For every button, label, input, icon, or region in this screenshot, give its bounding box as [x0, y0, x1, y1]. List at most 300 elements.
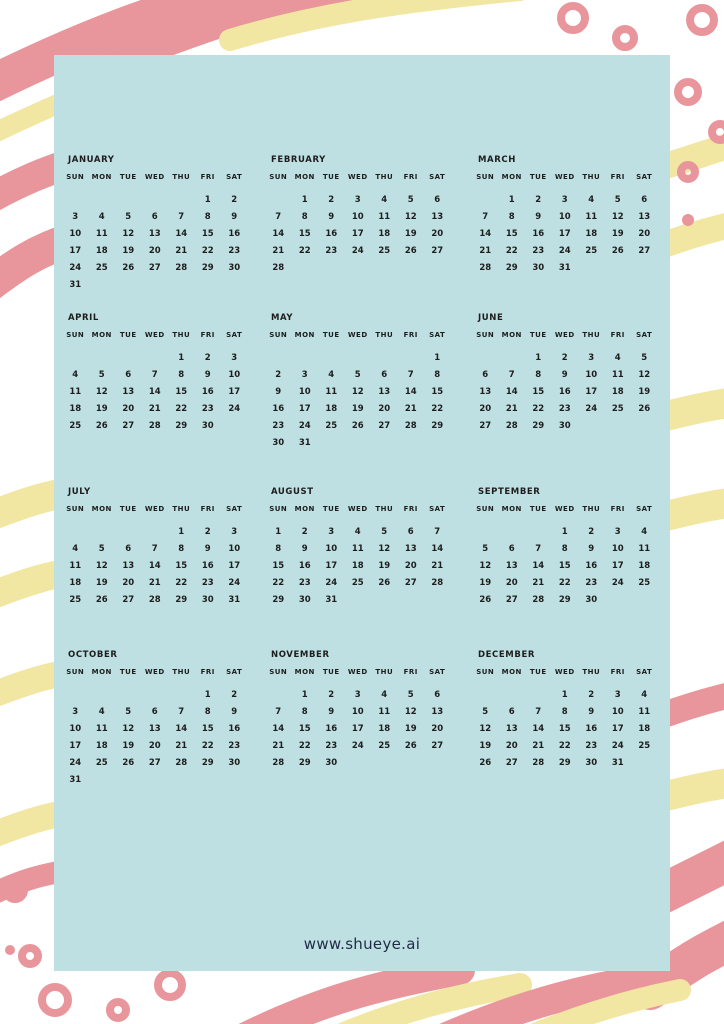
- day-cell: 16: [298, 561, 311, 571]
- day-cell: 18: [638, 561, 651, 571]
- day-cell: 17: [351, 229, 364, 239]
- day-cell: 12: [95, 387, 108, 397]
- day-cell: 8: [561, 707, 568, 717]
- day-cell: 4: [98, 212, 105, 222]
- day-cell: 2: [204, 353, 211, 363]
- weekday-header: THU: [172, 668, 191, 676]
- weekday-header: MON: [91, 331, 112, 339]
- day-cell: 1: [561, 690, 568, 700]
- day-cell: 21: [175, 741, 188, 751]
- day-cell: 19: [351, 404, 364, 414]
- day-cell: 9: [301, 544, 308, 554]
- day-cell: 11: [638, 707, 651, 717]
- day-cell: 10: [351, 707, 364, 717]
- day-cell: 21: [404, 404, 417, 414]
- day-cell: 21: [272, 246, 285, 256]
- day-cell: 30: [585, 758, 598, 768]
- day-cell: 2: [204, 527, 211, 537]
- weekday-header: THU: [172, 505, 191, 513]
- day-cell: 1: [301, 690, 308, 700]
- weekday-header: SAT: [226, 505, 243, 513]
- day-cell: 31: [325, 595, 338, 605]
- day-cell: 28: [404, 421, 417, 431]
- day-cell: 13: [431, 707, 444, 717]
- day-cell: 19: [122, 246, 135, 256]
- day-cell: 28: [272, 263, 285, 273]
- day-cell: 1: [204, 195, 211, 205]
- day-cell: 6: [641, 195, 648, 205]
- day-cell: 18: [611, 387, 624, 397]
- day-cell: 20: [122, 578, 135, 588]
- day-cell: 8: [178, 370, 185, 380]
- day-cell: 23: [585, 578, 598, 588]
- day-cell: 29: [175, 595, 188, 605]
- day-cell: 13: [148, 724, 161, 734]
- day-cell: 12: [479, 561, 492, 571]
- weekday-header: FRI: [403, 668, 418, 676]
- day-cell: 24: [351, 741, 364, 751]
- day-cell: 27: [122, 421, 135, 431]
- day-cell: 24: [351, 246, 364, 256]
- day-cell: 7: [178, 212, 185, 222]
- day-cell: 26: [351, 421, 364, 431]
- day-cell: 8: [204, 212, 211, 222]
- day-cell: 25: [325, 421, 338, 431]
- day-cell: 10: [611, 707, 624, 717]
- weekday-header: SAT: [226, 668, 243, 676]
- day-cell: 19: [404, 229, 417, 239]
- weekday-header: SAT: [429, 505, 446, 513]
- day-cell: 1: [434, 353, 441, 363]
- day-cell: 19: [479, 741, 492, 751]
- day-cell: 23: [325, 741, 338, 751]
- day-cell: 22: [532, 404, 545, 414]
- day-cell: 4: [354, 527, 361, 537]
- day-cell: 14: [431, 544, 444, 554]
- day-cell: 29: [272, 595, 285, 605]
- day-cell: 15: [532, 387, 545, 397]
- day-cell: 9: [204, 370, 211, 380]
- day-cell: 26: [479, 595, 492, 605]
- day-cell: 27: [431, 741, 444, 751]
- weekday-header: FRI: [200, 668, 215, 676]
- day-cell: 3: [231, 527, 238, 537]
- day-cell: 20: [505, 741, 518, 751]
- day-cell: 6: [125, 370, 132, 380]
- day-cell: 13: [479, 387, 492, 397]
- day-cell: 24: [298, 421, 311, 431]
- day-cell: 17: [611, 724, 624, 734]
- weekday-header: WED: [347, 668, 368, 676]
- weekday-header: WED: [554, 505, 575, 513]
- day-cell: 10: [351, 212, 364, 222]
- day-cell: 28: [175, 758, 188, 768]
- day-cell: 6: [151, 212, 158, 222]
- day-cell: 10: [611, 544, 624, 554]
- day-cell: 22: [505, 246, 518, 256]
- day-cell: 10: [228, 370, 241, 380]
- weekday-header: MON: [501, 173, 522, 181]
- day-cell: 29: [201, 263, 214, 273]
- day-cell: 1: [178, 353, 185, 363]
- weekday-header: THU: [375, 668, 394, 676]
- day-cell: 7: [508, 370, 515, 380]
- day-cell: 6: [125, 544, 132, 554]
- month-title: JANUARY: [68, 155, 115, 165]
- day-cell: 23: [272, 421, 285, 431]
- day-cell: 19: [95, 404, 108, 414]
- day-cell: 30: [585, 595, 598, 605]
- weekday-header: THU: [375, 505, 394, 513]
- day-cell: 20: [479, 404, 492, 414]
- month-title: MAY: [271, 313, 294, 323]
- day-cell: 11: [378, 707, 391, 717]
- day-cell: 28: [175, 263, 188, 273]
- weekday-header: MON: [91, 505, 112, 513]
- day-cell: 3: [614, 527, 621, 537]
- weekday-header: FRI: [403, 331, 418, 339]
- day-cell: 14: [532, 561, 545, 571]
- day-cell: 14: [148, 561, 161, 571]
- day-cell: 3: [614, 690, 621, 700]
- day-cell: 12: [378, 544, 391, 554]
- day-cell: 21: [532, 741, 545, 751]
- day-cell: 25: [69, 421, 82, 431]
- day-cell: 1: [301, 195, 308, 205]
- day-cell: 16: [201, 561, 214, 571]
- weekday-header: SAT: [636, 331, 653, 339]
- day-cell: 4: [641, 527, 648, 537]
- weekday-header: SAT: [226, 173, 243, 181]
- day-cell: 8: [434, 370, 441, 380]
- day-cell: 19: [479, 578, 492, 588]
- day-cell: 13: [378, 387, 391, 397]
- weekday-header: SUN: [66, 505, 85, 513]
- day-cell: 11: [638, 544, 651, 554]
- weekday-header: SAT: [636, 173, 653, 181]
- day-cell: 15: [431, 387, 444, 397]
- day-cell: 29: [201, 758, 214, 768]
- day-cell: 29: [532, 421, 545, 431]
- day-cell: 29: [505, 263, 518, 273]
- day-cell: 19: [404, 724, 417, 734]
- day-cell: 30: [272, 438, 285, 448]
- day-cell: 13: [431, 212, 444, 222]
- day-cell: 22: [431, 404, 444, 414]
- day-cell: 26: [404, 741, 417, 751]
- weekday-header: MON: [294, 331, 315, 339]
- day-cell: 5: [614, 195, 621, 205]
- day-cell: 7: [151, 370, 158, 380]
- day-cell: 18: [95, 246, 108, 256]
- day-cell: 4: [381, 690, 388, 700]
- weekday-header: MON: [501, 331, 522, 339]
- day-cell: 20: [122, 404, 135, 414]
- weekday-header: MON: [501, 668, 522, 676]
- day-cell: 19: [378, 561, 391, 571]
- day-cell: 3: [588, 353, 595, 363]
- day-cell: 11: [95, 229, 108, 239]
- day-cell: 1: [204, 690, 211, 700]
- day-cell: 14: [272, 724, 285, 734]
- day-cell: 7: [275, 707, 282, 717]
- day-cell: 7: [275, 212, 282, 222]
- day-cell: 15: [558, 561, 571, 571]
- day-cell: 7: [535, 544, 542, 554]
- day-cell: 11: [351, 544, 364, 554]
- weekday-header: SUN: [66, 331, 85, 339]
- day-cell: 9: [588, 544, 595, 554]
- month-title: FEBRUARY: [271, 155, 326, 165]
- weekday-header: SAT: [636, 668, 653, 676]
- day-cell: 23: [558, 404, 571, 414]
- day-cell: 19: [122, 741, 135, 751]
- day-cell: 9: [231, 707, 238, 717]
- day-cell: 4: [588, 195, 595, 205]
- weekday-header: MON: [294, 505, 315, 513]
- weekday-header: WED: [554, 331, 575, 339]
- day-cell: 17: [228, 561, 241, 571]
- day-cell: 15: [298, 724, 311, 734]
- day-cell: 17: [298, 404, 311, 414]
- day-cell: 17: [228, 387, 241, 397]
- day-cell: 2: [328, 195, 335, 205]
- day-cell: 15: [175, 387, 188, 397]
- weekday-header: TUE: [529, 668, 547, 676]
- day-cell: 5: [125, 212, 132, 222]
- day-cell: 5: [407, 195, 414, 205]
- day-cell: 20: [404, 561, 417, 571]
- day-cell: 21: [175, 246, 188, 256]
- weekday-header: SAT: [226, 331, 243, 339]
- weekday-header: WED: [554, 668, 575, 676]
- weekday-header: SUN: [66, 668, 85, 676]
- day-cell: 12: [95, 561, 108, 571]
- day-cell: 16: [228, 724, 241, 734]
- day-cell: 13: [148, 229, 161, 239]
- weekday-header: SUN: [269, 173, 288, 181]
- day-cell: 8: [561, 544, 568, 554]
- day-cell: 20: [378, 404, 391, 414]
- day-cell: 9: [328, 212, 335, 222]
- day-cell: 18: [351, 561, 364, 571]
- day-cell: 23: [201, 578, 214, 588]
- month-title: OCTOBER: [68, 650, 118, 660]
- day-cell: 4: [641, 690, 648, 700]
- day-cell: 8: [178, 544, 185, 554]
- day-cell: 12: [122, 724, 135, 734]
- day-cell: 23: [228, 741, 241, 751]
- day-cell: 29: [298, 758, 311, 768]
- day-cell: 16: [325, 229, 338, 239]
- day-cell: 2: [535, 195, 542, 205]
- weekday-header: SUN: [476, 331, 495, 339]
- day-cell: 27: [404, 578, 417, 588]
- day-cell: 13: [505, 561, 518, 571]
- day-cell: 22: [558, 741, 571, 751]
- day-cell: 23: [532, 246, 545, 256]
- month-title: AUGUST: [271, 487, 314, 497]
- day-cell: 22: [298, 741, 311, 751]
- day-cell: 28: [272, 758, 285, 768]
- day-cell: 28: [532, 758, 545, 768]
- day-cell: 21: [272, 741, 285, 751]
- day-cell: 5: [125, 707, 132, 717]
- day-cell: 16: [325, 724, 338, 734]
- day-cell: 25: [351, 578, 364, 588]
- day-cell: 30: [558, 421, 571, 431]
- day-cell: 10: [69, 724, 82, 734]
- weekday-header: THU: [582, 173, 601, 181]
- day-cell: 3: [72, 212, 79, 222]
- day-cell: 11: [69, 387, 82, 397]
- day-cell: 30: [201, 421, 214, 431]
- day-cell: 13: [404, 544, 417, 554]
- day-cell: 26: [95, 595, 108, 605]
- weekday-header: SUN: [476, 173, 495, 181]
- day-cell: 31: [611, 758, 624, 768]
- day-cell: 8: [301, 212, 308, 222]
- day-cell: 5: [482, 707, 489, 717]
- day-cell: 24: [611, 741, 624, 751]
- day-cell: 29: [558, 595, 571, 605]
- day-cell: 5: [98, 370, 105, 380]
- day-cell: 24: [228, 404, 241, 414]
- day-cell: 22: [201, 741, 214, 751]
- day-cell: 28: [148, 421, 161, 431]
- day-cell: 14: [175, 724, 188, 734]
- day-cell: 8: [508, 212, 515, 222]
- day-cell: 4: [381, 195, 388, 205]
- day-cell: 31: [558, 263, 571, 273]
- day-cell: 18: [638, 724, 651, 734]
- day-cell: 3: [231, 353, 238, 363]
- day-cell: 15: [175, 561, 188, 571]
- day-cell: 27: [378, 421, 391, 431]
- day-cell: 29: [558, 758, 571, 768]
- day-cell: 3: [72, 707, 79, 717]
- day-cell: 28: [505, 421, 518, 431]
- weekday-header: THU: [582, 668, 601, 676]
- day-cell: 30: [325, 758, 338, 768]
- weekday-header: FRI: [403, 173, 418, 181]
- day-cell: 16: [558, 387, 571, 397]
- day-cell: 8: [204, 707, 211, 717]
- month-title: JULY: [68, 487, 91, 497]
- weekday-header: SUN: [269, 668, 288, 676]
- day-cell: 25: [95, 263, 108, 273]
- day-cell: 5: [482, 544, 489, 554]
- weekday-header: TUE: [322, 505, 340, 513]
- day-cell: 24: [69, 263, 82, 273]
- day-cell: 4: [328, 370, 335, 380]
- day-cell: 26: [404, 246, 417, 256]
- weekday-header: FRI: [403, 505, 418, 513]
- day-cell: 5: [641, 353, 648, 363]
- day-cell: 3: [301, 370, 308, 380]
- day-cell: 10: [585, 370, 598, 380]
- day-cell: 1: [178, 527, 185, 537]
- day-cell: 14: [175, 229, 188, 239]
- day-cell: 2: [231, 690, 238, 700]
- month-title: JUNE: [478, 313, 504, 323]
- weekday-header: TUE: [529, 331, 547, 339]
- weekday-header: THU: [582, 505, 601, 513]
- weekday-header: FRI: [200, 505, 215, 513]
- day-cell: 27: [148, 758, 161, 768]
- day-cell: 27: [505, 595, 518, 605]
- day-cell: 8: [275, 544, 282, 554]
- day-cell: 25: [95, 758, 108, 768]
- day-cell: 28: [532, 595, 545, 605]
- day-cell: 25: [378, 741, 391, 751]
- day-cell: 17: [585, 387, 598, 397]
- weekday-header: THU: [172, 331, 191, 339]
- day-cell: 17: [611, 561, 624, 571]
- day-cell: 2: [588, 690, 595, 700]
- day-cell: 12: [351, 387, 364, 397]
- weekday-header: THU: [172, 173, 191, 181]
- day-cell: 7: [535, 707, 542, 717]
- weekday-header: FRI: [610, 505, 625, 513]
- day-cell: 23: [325, 246, 338, 256]
- day-cell: 11: [69, 561, 82, 571]
- day-cell: 17: [69, 741, 82, 751]
- day-cell: 14: [532, 724, 545, 734]
- day-cell: 29: [175, 421, 188, 431]
- weekday-header: TUE: [322, 173, 340, 181]
- day-cell: 8: [301, 707, 308, 717]
- day-cell: 9: [328, 707, 335, 717]
- day-cell: 30: [298, 595, 311, 605]
- day-cell: 14: [505, 387, 518, 397]
- month-title: APRIL: [68, 313, 99, 323]
- day-cell: 21: [148, 404, 161, 414]
- day-cell: 28: [431, 578, 444, 588]
- day-cell: 2: [588, 527, 595, 537]
- day-cell: 24: [585, 404, 598, 414]
- weekday-header: MON: [501, 505, 522, 513]
- day-cell: 15: [298, 229, 311, 239]
- weekday-header: FRI: [610, 331, 625, 339]
- day-cell: 6: [508, 544, 515, 554]
- weekday-header: TUE: [119, 505, 137, 513]
- day-cell: 2: [561, 353, 568, 363]
- day-cell: 30: [228, 758, 241, 768]
- weekday-header: TUE: [322, 668, 340, 676]
- day-cell: 25: [638, 741, 651, 751]
- day-cell: 11: [325, 387, 338, 397]
- weekday-header: SAT: [429, 668, 446, 676]
- day-cell: 24: [558, 246, 571, 256]
- day-cell: 3: [354, 690, 361, 700]
- day-cell: 2: [328, 690, 335, 700]
- day-cell: 15: [201, 724, 214, 734]
- day-cell: 20: [431, 724, 444, 734]
- day-cell: 22: [558, 578, 571, 588]
- day-cell: 9: [204, 544, 211, 554]
- day-cell: 10: [228, 544, 241, 554]
- day-cell: 18: [95, 741, 108, 751]
- day-cell: 21: [479, 246, 492, 256]
- day-cell: 21: [148, 578, 161, 588]
- day-cell: 1: [275, 527, 282, 537]
- day-cell: 18: [585, 229, 598, 239]
- day-cell: 12: [404, 212, 417, 222]
- day-cell: 30: [201, 595, 214, 605]
- day-cell: 26: [638, 404, 651, 414]
- day-cell: 5: [381, 527, 388, 537]
